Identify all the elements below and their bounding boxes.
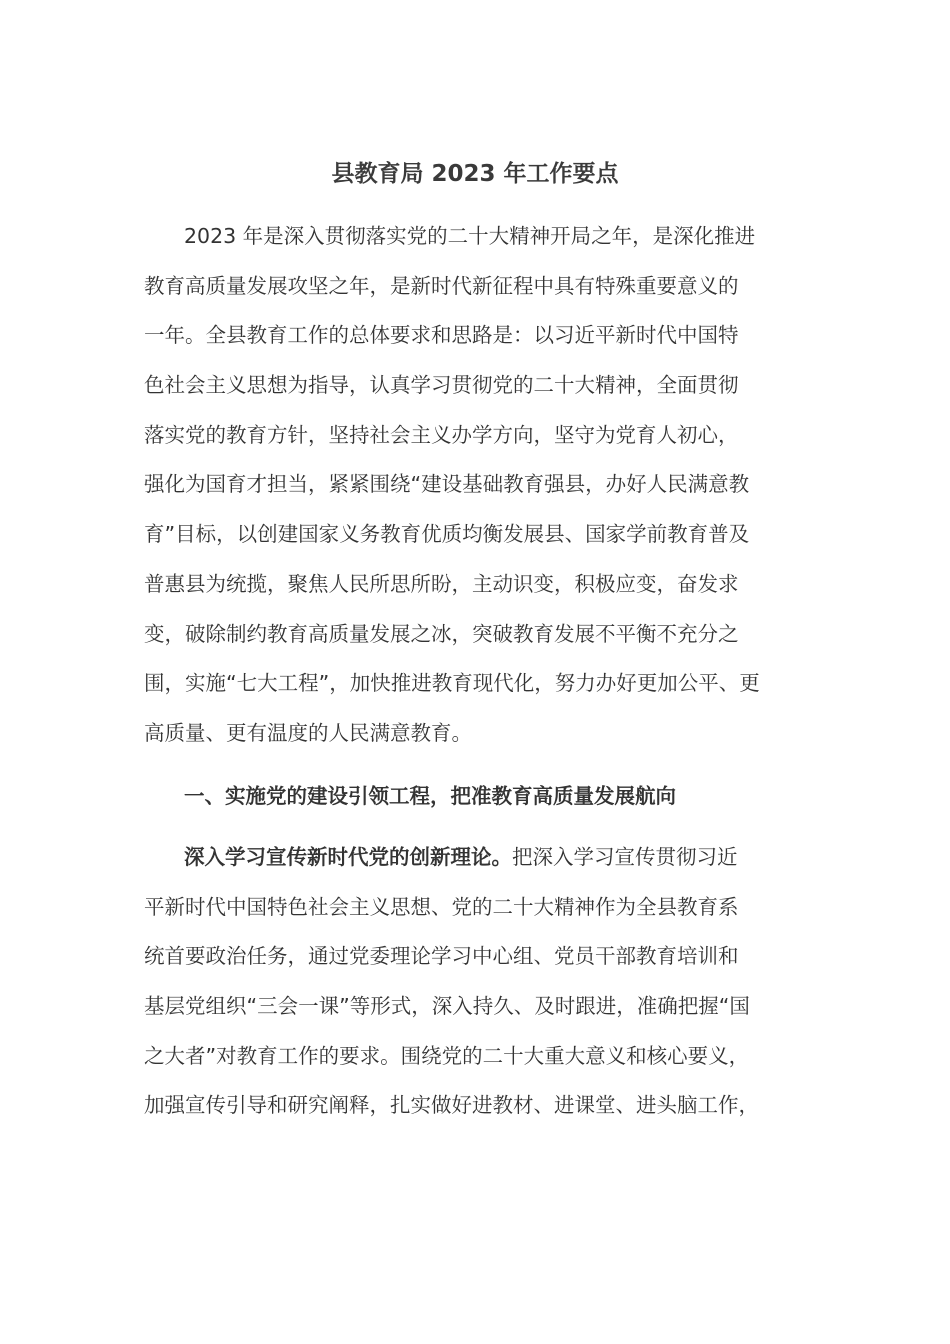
- paragraph-line: 一年。全县教育工作的总体要求和思路是：以习近平新时代中国特: [144, 323, 739, 348]
- intro-paragraph: [144, 212, 824, 759]
- paragraph-line: 色社会主义思想为指导，认真学习贯彻党的二十大精神，全面贯彻: [144, 373, 739, 398]
- paragraph-line: 统首要政治任务，通过党委理论学习中心组、党员干部教育培训和: [144, 944, 739, 969]
- paragraph-line: 平新时代中国特色社会主义思想、党的二十大精神作为全县教育系: [144, 894, 739, 919]
- paragraph-first-line-rest: 把深入学习宣传贯彻习近: [512, 845, 738, 869]
- paragraph-line: 加强宣传引导和研究阐释，扎实做好进教材、进课堂、进头脑工作，: [144, 1093, 759, 1118]
- paragraph-line: 2023 年是深入贯彻落实党的二十大精神开局之年，是深化推进: [184, 224, 756, 248]
- paragraph-line: 强化为国育才担当，紧紧围绕“建设基础教育强县，办好人民满意教: [144, 472, 750, 497]
- paragraph-line: 之大者”对教育工作的要求。围绕党的二十大重大意义和核心要义，: [144, 1043, 750, 1068]
- paragraph-line: 高质量、更有温度的人民满意教育。: [144, 720, 472, 745]
- paragraph-line: 基层党组织“三会一课”等形式，深入持久、及时跟进，准确把握“国: [144, 994, 750, 1019]
- section-paragraph: [144, 833, 824, 1131]
- section-heading: 一、实施党的建设引领工程，把准教育高质量发展航向: [184, 784, 676, 808]
- paragraph-line: 围，实施“七大工程”，加快推进教育现代化，努力办好更加公平、更: [144, 671, 760, 696]
- paragraph-line: 育”目标，以创建国家义务教育优质均衡发展县、国家学前教育普及: [144, 522, 750, 547]
- document-title: 县教育局 2023 年工作要点: [331, 161, 619, 187]
- paragraph-line: 教育高质量发展攻坚之年，是新时代新征程中具有特殊重要意义的: [144, 273, 739, 298]
- paragraph-lead-phrase: 深入学习宣传新时代党的创新理论。: [184, 845, 512, 869]
- paragraph-first-line: [144, 833, 824, 883]
- paragraph-line: 落实党的教育方针，坚持社会主义办学方向，坚守为党育人初心，: [144, 422, 739, 447]
- paragraph-line: 变，破除制约教育高质量发展之冰，突破教育发展不平衡不充分之: [144, 621, 739, 646]
- paragraph-line: 普惠县为统揽，聚焦人民所思所盼，主动识变，积极应变，奋发求: [144, 571, 739, 596]
